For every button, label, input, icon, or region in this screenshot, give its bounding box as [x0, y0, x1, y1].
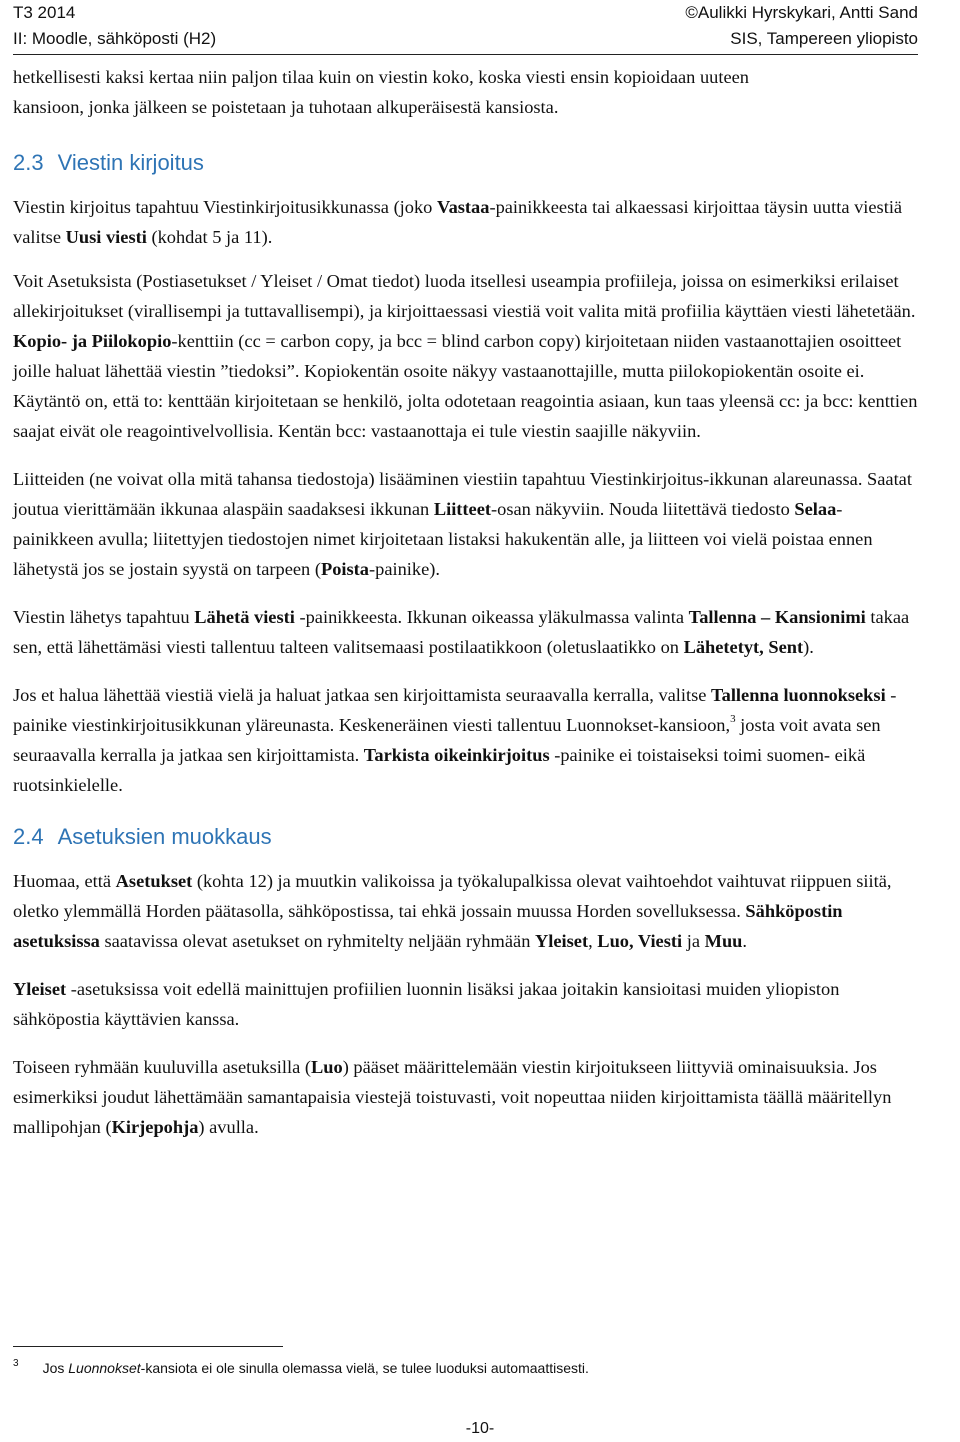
paragraph-writing-window	[13, 192, 918, 252]
bold-asetukset: Asetukset	[115, 871, 193, 891]
text: -kansiota ei ole sinulla olemassa vielä, se tulee luoduksi automaattisesti.	[140, 1360, 589, 1376]
text: -painikkeen avulla; liitettyjen tiedostojen nimet kirjoitetaan listaksi hakukentän alle, ja liitteen voi vielä poistaa ennen lähetystä jos se jostain syystä on tarpeen (	[13, 499, 873, 579]
bold-selaa: Selaa	[794, 499, 837, 519]
bold-kopio-piilokopio: Kopio- ja Piilokopio	[13, 331, 172, 351]
bold-yleiset: Yleiset	[13, 979, 67, 999]
text: takaa sen, että lähettämäsi viesti tallentuu talteen valitsemaasi postilaatikkoon (oletuslaatikko on	[13, 607, 910, 657]
bold-yleiset: Yleiset	[534, 931, 589, 951]
section-number: 2.4	[13, 824, 44, 849]
text: -painikkeesta. Ikkunan oikeassa yläkulmassa valinta	[294, 607, 689, 627]
intro-line-2: kansioon, jonka jälkeen se poistetaan ja tuhotaan alkuperäisestä kansiosta.	[13, 97, 559, 117]
bold-liitteet: Liitteet	[433, 499, 491, 519]
text: ,	[588, 931, 598, 951]
paragraph-general-settings	[13, 974, 918, 1034]
page-header	[13, 0, 918, 54]
text: Viestin lähetys tapahtuu	[13, 607, 195, 627]
paragraph-drafts	[13, 680, 918, 800]
text: -painike viestinkirjoitusikkunan yläreunasta. Keskeneräinen viesti tallentuu Luonnokset-kansioon,	[13, 685, 897, 735]
text: Voit Asetuksista (Postiasetukset / Yleiset / Omat tiedot) luoda itsellesi useampia profiileja, joissa on esimerkiksi erilaiset allekirjoitukset (virallisempi ja tuttavallisempi), ja kirjoittaessasi viestiä voit valita mitä profiilia käyttäen viesti lähetetään.	[13, 271, 916, 321]
page-body	[13, 62, 918, 1142]
text: (kohta 12) ja muutkin valikoissa ja työkalupalkissa olevat vaihtoehdot vaihtuvat riippuen siitä, oletko ylemmällä Horden päätasolla, sähköpostissa, tai ehkä jossain muussa Horden sovelluksessa.	[13, 871, 892, 921]
paragraph-attachments	[13, 464, 918, 584]
header-institution: SIS, Tampereen yliopisto	[730, 29, 918, 48]
text: saatavissa olevat asetukset on ryhmitelty neljään ryhmään	[99, 931, 535, 951]
bold-vastaa: Vastaa	[436, 197, 490, 217]
text: -asetuksissa voit edellä mainittujen profiilien luonnin lisäksi jakaa joitakin kansioitasi muiden yliopiston sähköpostia käyttävien kanssa.	[13, 979, 840, 1029]
text: ).	[803, 637, 814, 657]
bold-luo: Luo	[311, 1057, 343, 1077]
text: -painike).	[369, 559, 440, 579]
text: ) pääset määrittelemään viestin kirjoitukseen liittyviä ominaisuuksia. Jos esimerkiksi joudut lähettämään samantapaisia viestejä toistuvasti, voit nopeuttaa niiden kirjoittamista täällä määritellyn mallipohjan (	[13, 1057, 892, 1137]
section-title: Viestin kirjoitus	[57, 150, 204, 175]
page-number: -10-	[465, 1420, 495, 1437]
section-heading-2-3	[13, 148, 918, 178]
bold-lahetetyt-sent: Lähetetyt, Sent	[683, 637, 804, 657]
text: -painike ei toistaiseksi toimi suomen- eikä ruotsinkielelle.	[13, 745, 866, 795]
paragraph-create-settings	[13, 1052, 918, 1142]
intro-paragraph	[13, 62, 918, 122]
footnote	[13, 1358, 589, 1378]
italic-luonnokset: Luonnokset	[68, 1360, 141, 1376]
text: -osan näkyviin. Nouda liitettävä tiedosto	[491, 499, 795, 519]
bold-laheta-viesti: Lähetä viesti	[194, 607, 295, 627]
bold-sahkopostin-asetuksissa: Sähköpostin asetuksissa	[13, 901, 843, 951]
text: josta voit avata sen seuraavalla kerralla ja jatkaa sen kirjoittamista.	[13, 715, 881, 765]
section-title: Asetuksien muokkaus	[57, 824, 272, 849]
bold-uusi-viesti: Uusi viesti	[65, 227, 147, 247]
bold-muu: Muu	[704, 931, 743, 951]
bold-kirjepohja: Kirjepohja	[111, 1117, 199, 1137]
text: ) avulla.	[198, 1117, 259, 1137]
footnote-divider	[13, 1346, 283, 1347]
bold-tarkista-oikeinkirjoitus: Tarkista oikeinkirjoitus	[363, 745, 550, 765]
header-authors: ©Aulikki Hyrskykari, Antti Sand	[685, 3, 918, 22]
text: Liitteiden (ne voivat olla mitä tahansa tiedostoja) lisääminen viestiin tapahtuu Viestinkirjoitus-ikkunan alareunassa. Saatat joutua vierittämään ikkunaa alaspäin saadaksesi ikkunan	[13, 469, 912, 519]
text: ja	[682, 931, 705, 951]
text: (kohdat 5 ja 11).	[146, 227, 273, 247]
section-heading-2-4	[13, 822, 918, 852]
text: Toiseen ryhmään kuuluvilla asetuksilla (	[13, 1057, 311, 1077]
text: -painikkeesta tai alkaessasi kirjoittaa täysin uutta viestiä valitse	[13, 197, 903, 247]
text: -kenttiin (cc = carbon copy, ja bcc = blind carbon copy) kirjoitetaan niiden vastaanottajien osoitteet joille haluat lähettää viestin ”tiedoksi”. Kopiokentän osoite näkyy vastaanottajille, mutta piilokopiokentän osoite ei. Käytäntö on, että to: kenttään kirjoitetaan se henkilö, jolta odotetaan reagointia asiaan, kun taas yleensä cc: ja bcc: kenttien saajat eivät ole reagointivelvollisia. Kentän bcc: vastaanottaja ei tule viestin saajille näkyviin.	[13, 331, 918, 441]
text: Viestin kirjoitus tapahtuu Viestinkirjoitusikkunassa (joko	[13, 197, 437, 217]
header-divider	[13, 54, 918, 55]
bold-poista: Poista	[320, 559, 369, 579]
text: Jos et halua lähettää viestiä vielä ja haluat jatkaa sen kirjoittamista seuraavalla kerralla, valitse	[13, 685, 712, 705]
bold-tallenna-luonnokseksi: Tallenna luonnokseksi	[711, 685, 886, 705]
text: Huomaa, että	[13, 871, 116, 891]
header-topic: II: Moodle, sähköposti (H2)	[13, 29, 217, 48]
paragraph-sending	[13, 602, 918, 662]
footnote-reference: 3	[730, 713, 736, 725]
text: .	[742, 931, 748, 951]
section-number: 2.3	[13, 150, 44, 175]
header-course: T3 2014	[13, 3, 76, 22]
paragraph-profiles-cc	[13, 266, 918, 446]
text: Jos	[42, 1360, 69, 1376]
paragraph-settings-groups	[13, 866, 918, 956]
intro-line-1: hetkellisesti kaksi kertaa niin paljon tilaa kuin on viestin koko, koska viesti ensin kopioidaan uuteen	[13, 67, 749, 87]
bold-tallenna-kansionimi: Tallenna – Kansionimi	[688, 607, 866, 627]
bold-luo-viesti: Luo, Viesti	[597, 931, 683, 951]
footnote-marker: 3	[13, 1358, 19, 1369]
